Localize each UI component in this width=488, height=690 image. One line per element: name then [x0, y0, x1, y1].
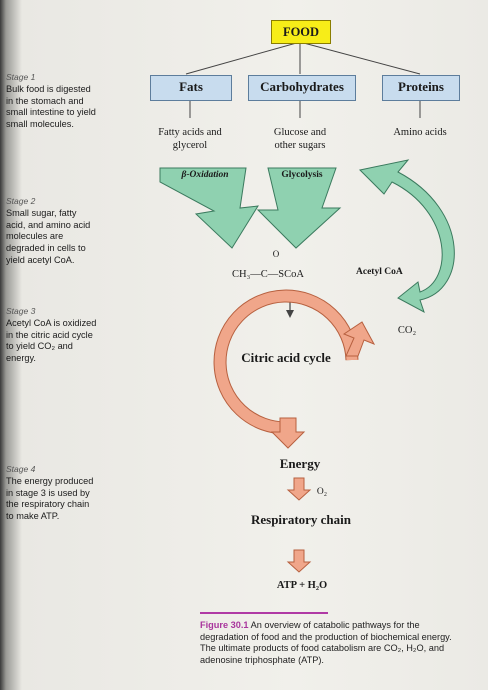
co2-label: CO₂ [397, 325, 417, 336]
amino-acid-arrow [360, 160, 454, 312]
acetyl-to-cycle-head [286, 310, 294, 318]
respiratory-chain-label: Respiratory chain [250, 512, 352, 527]
food-box: FOOD [271, 20, 331, 44]
stage-2-note [6, 196, 98, 267]
connector-fats [186, 42, 300, 74]
o2-label: O₂ [316, 487, 328, 497]
caption-text: An overview of catabolic pathways for the degradation of food and the production of biochemical energy. The ultimate products of food catabolism are CO₂, H₂O, and adenosine triphosphate (ATP). [200, 620, 452, 665]
proteins-product: Amino acids [393, 127, 447, 138]
acetyl-coa-formula: CH₃—C—SCoA [232, 269, 304, 280]
stage-3-text: Acetyl CoA is oxidized in the citric acid cycle to yield CO₂ and energy. [6, 317, 97, 364]
chain-to-atp-arrow [288, 550, 310, 572]
stage-4-text: The energy produced in stage 3 is used by the respiratory chain to make ATP. [6, 475, 94, 522]
proteins-box: Proteins [382, 75, 460, 101]
energy-label: Energy [279, 456, 321, 471]
beta-oxidation-label: β-Oxidation [181, 170, 229, 180]
stage-2-heading: Stage 2 [6, 196, 36, 206]
beta-oxidation-arrow [160, 168, 258, 248]
stage-1-note [6, 72, 98, 131]
acetyl-coa-label: Acetyl CoA [356, 267, 403, 277]
stage-4-heading: Stage 4 [6, 464, 36, 474]
stage-1-text: Bulk food is digested in the stomach and small intestine to yield small molecules. [6, 83, 96, 130]
stage-2-text: Small sugar, fatty acid, and amino acid molecules are degraded in cells to yield acetyl CoA. [6, 207, 91, 265]
citric-acid-cycle-label: Citric acid cycle [241, 350, 331, 365]
carbohydrates-box: Carbohydrates [248, 75, 356, 101]
figure-caption [200, 620, 460, 666]
stage-1-heading: Stage 1 [6, 72, 36, 82]
stage-3-note [6, 306, 98, 365]
acetyl-carbonyl-oxygen: O [272, 249, 280, 259]
fats-product: Fatty acids and glycerol [158, 127, 222, 151]
final-products-label: ATP + H₂O [276, 580, 328, 591]
glycolysis-arrow [258, 168, 340, 248]
stage-3-heading: Stage 3 [6, 306, 36, 316]
glycolysis-label: Glycolysis [281, 170, 323, 180]
connector-proteins [300, 42, 420, 74]
caption-rule [200, 612, 328, 614]
figure-number: Figure 30.1 [200, 620, 249, 630]
stage-4-note [6, 464, 98, 523]
energy-to-chain-arrow [288, 478, 310, 500]
fats-box: Fats [150, 75, 232, 101]
carbohydrates-product: Glucose and other sugars [273, 127, 327, 151]
